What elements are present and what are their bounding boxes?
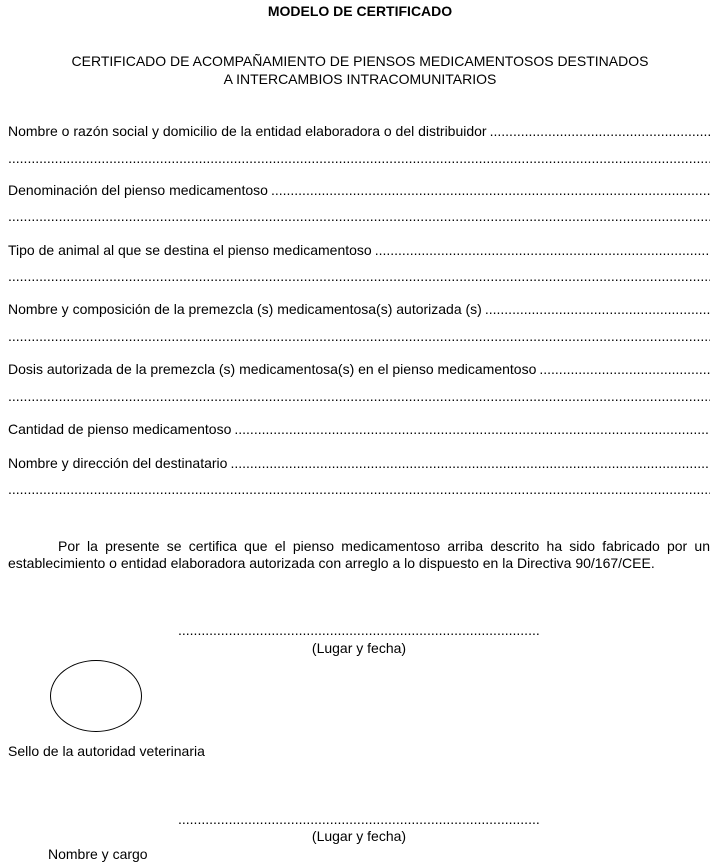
recipient-field: [8, 455, 710, 473]
premix-field: [8, 301, 710, 319]
entity-field: [8, 123, 710, 141]
quantity-fill-line: [234, 421, 710, 437]
dose-label: Dosis autorizada de la premezcla (s) medicamentosa(s) en el pienso medicamentoso: [8, 361, 537, 377]
place-date-signature-line-1: [178, 622, 540, 640]
recipient-fill-line: [230, 455, 710, 471]
dose-field-continuation: [8, 388, 710, 406]
feed-name-field: [8, 182, 710, 200]
animal-type-fill-line-2: [8, 268, 710, 284]
entity-label: Nombre o razón social y domicilio de la entidad elaboradora o del distribuidor: [8, 123, 487, 139]
premix-fill-line-2: [8, 328, 710, 344]
premix-fill-line: [485, 301, 710, 317]
dose-fill-line-2: [8, 388, 710, 404]
entity-field-continuation: [8, 150, 710, 168]
name-role-label: Nombre y cargo: [48, 846, 148, 862]
premix-field-continuation: [8, 328, 710, 346]
place-date-caption-2: (Lugar y fecha): [311, 828, 407, 844]
recipient-fill-line-2: [8, 481, 710, 497]
place-date-caption-1: (Lugar y fecha): [311, 640, 407, 656]
certificate-heading-line-2: A INTERCAMBIOS INTRACOMUNITARIOS: [223, 71, 497, 87]
seal-circle: [50, 660, 142, 732]
animal-type-field-continuation: [8, 268, 710, 286]
premix-label: Nombre y composición de la premezcla (s) medicamentosa(s) autorizada (s): [8, 301, 482, 317]
animal-type-label: Tipo de animal al que se destina el pienso medicamentoso: [8, 242, 372, 258]
certificate-heading-line-1: CERTIFICADO DE ACOMPAÑAMIENTO DE PIENSOS MEDICAMENTOSOS DESTINADOS: [71, 53, 649, 69]
seal-label: Sello de la autoridad veterinaria: [8, 743, 205, 759]
certification-text: Por la presente se certifica que el pienso medicamentoso arriba descrito ha sido fabricado por un establecimiento o entidad elaboradora autorizada con arreglo a lo dispuesto en la Directiva 90/167/CEE.: [8, 538, 710, 571]
dose-fill-line: [539, 361, 710, 377]
recipient-field-continuation: [8, 481, 710, 499]
place-date-signature-line-2: [178, 811, 540, 829]
certification-paragraph: [8, 538, 710, 572]
feed-name-field-continuation: [8, 208, 710, 226]
entity-fill-line: [490, 123, 710, 139]
quantity-field: [8, 421, 710, 439]
animal-type-field: [8, 242, 710, 260]
feed-name-label: Denominación del pienso medicamentoso: [8, 182, 268, 198]
animal-type-fill-line: [375, 242, 710, 258]
recipient-label: Nombre y dirección del destinatario: [8, 455, 228, 471]
entity-fill-line-2: [8, 150, 710, 166]
dose-field: [8, 361, 710, 379]
feed-name-fill-line: [271, 182, 710, 198]
feed-name-fill-line-2: [8, 208, 710, 224]
quantity-label: Cantidad de pienso medicamentoso: [8, 421, 232, 437]
document-title: MODELO DE CERTIFICADO: [267, 3, 453, 19]
